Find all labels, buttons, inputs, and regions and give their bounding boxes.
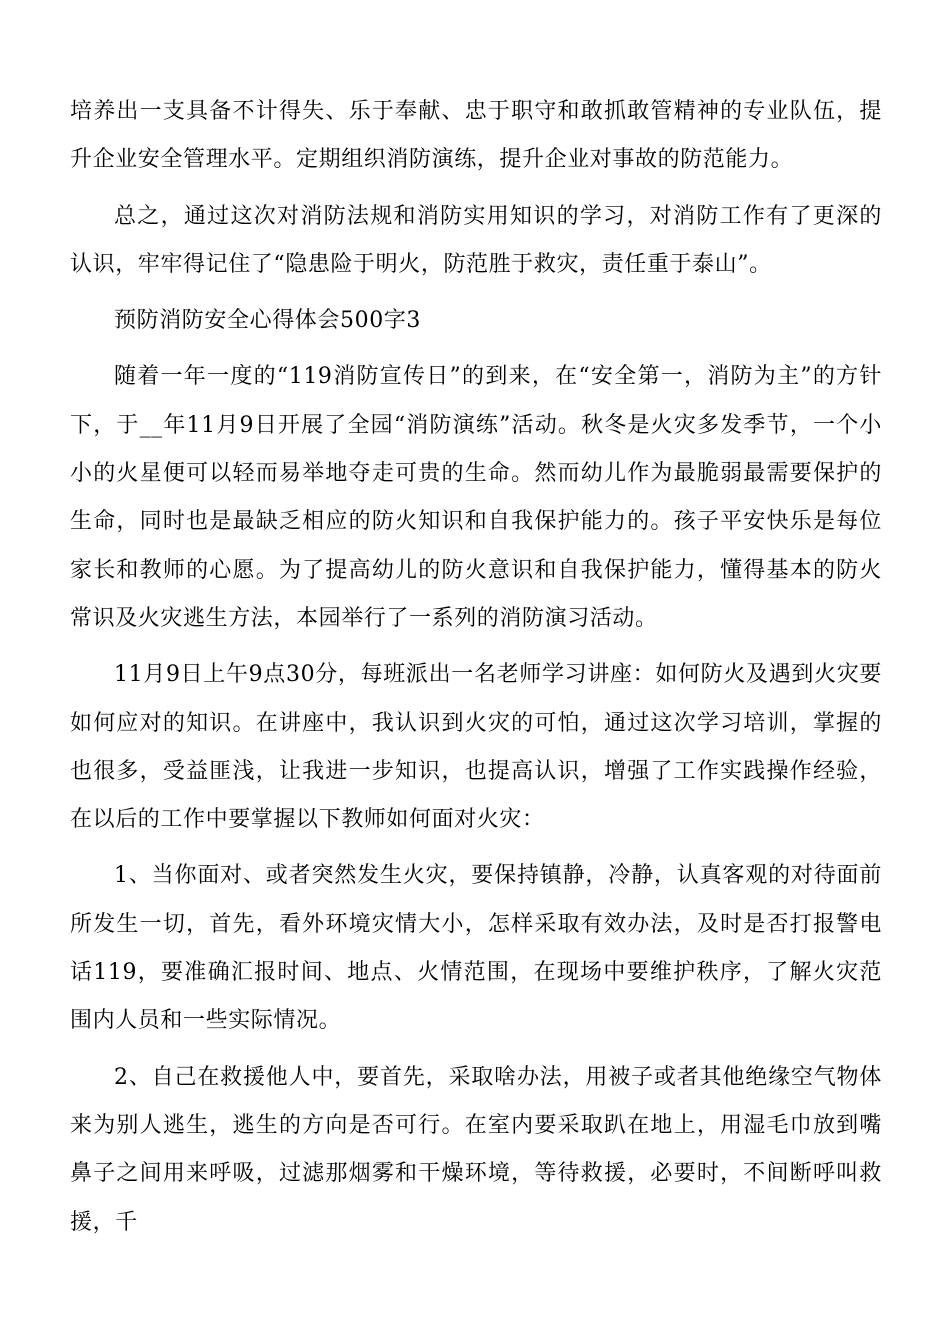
document-page: [70, 88, 882, 1255]
section-heading: 预防消防安全心得体会500字3: [114, 308, 421, 334]
paragraph-5: 11月9日上午9点30分，每班派出一名老师学习讲座：如何防火及遇到火灾要如何应对的知识。在讲座中，我认识到火灾的可怕，通过这次学习培训，掌握的也很多，受益匪浅，让我进一步知识，也提高认识，增强了工作实践操作经验，在以后的工作中要掌握以下教师如何面对火灾：: [70, 662, 882, 833]
paragraph-1: 培养出一支具备不计得失、乐于奉献、忠于职守和敢抓敢管精神的专业队伍，提升企业安全管理水平。定期组织消防演练，提升企业对事故的防范能力。: [70, 99, 882, 173]
paragraph-2: 总之，通过这次对消防法规和消防实用知识的学习，对消防工作有了更深的认识，牢牢得记住了“隐患险于明火，防范胜于救灾，责任重于泰山”。: [70, 203, 882, 277]
paragraph-7: 2、自己在救援他人中，要首先，采取啥办法，用被子或者其他绝缘空气物体来为别人逃生，逃生的方向是否可行。在室内要采取趴在地上，用湿毛巾放到嘴鼻子之间用来呼吸，过滤那烟雾和干燥环境，等待救援，必要时，不间断呼叫救援，千: [70, 1064, 882, 1235]
paragraph-6: 1、当你面对、或者突然发生火灾，要保持镇静，冷静，认真客观的对待面前所发生一切，首先，看外环境灾情大小，怎样采取有效办法，及时是否打报警电话119，要准确汇报时间、地点、火情范围，在现场中要维护秩序，了解火灾范围内人员和一些实际情况。: [70, 863, 882, 1034]
paragraph-4: 随着一年一度的“119消防宣传日”的到来，在“安全第一，消防为主”的方针下，于__年11月9日开展了全园“消防演练”活动。秋冬是火灾多发季节，一个小小的火星便可以轻而易举地夺走可贵的生命。然而幼儿作为最脆弱最需要保护的生命，同时也是最缺乏相应的防火知识和自我保护能力的。孩子平安快乐是每位家长和教师的心愿。为了提高幼儿的防火意识和自我保护能力，懂得基本的防火常识及火灾逃生方法，本园举行了一系列的消防演习活动。: [70, 364, 882, 631]
